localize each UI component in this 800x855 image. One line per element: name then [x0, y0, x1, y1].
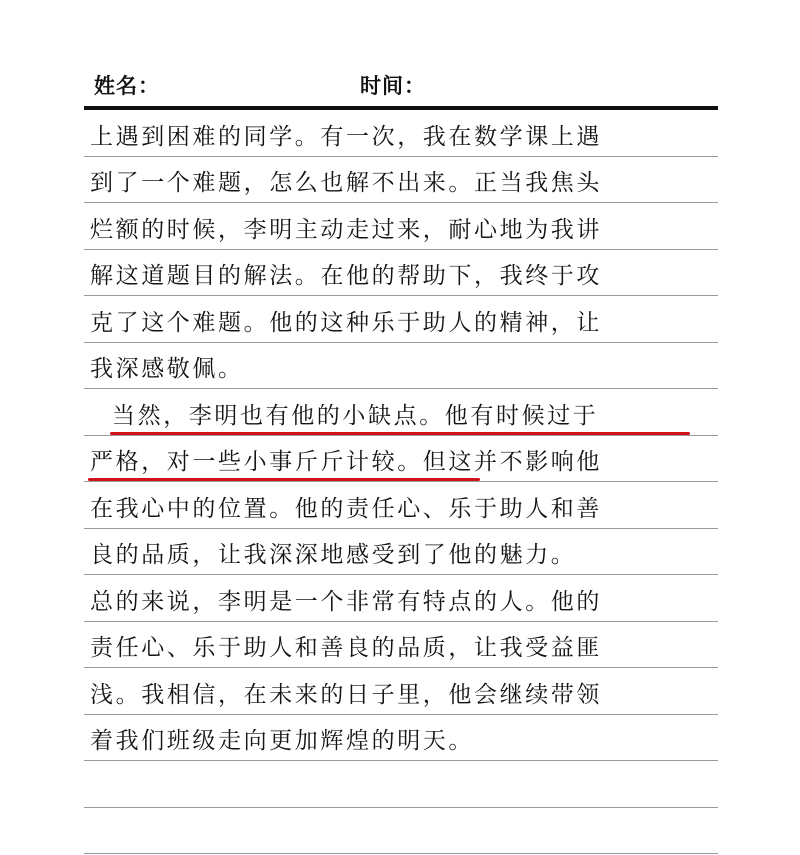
handwritten-line: 我深感敬佩。: [90, 356, 244, 382]
ruled-line: [84, 436, 718, 483]
sheet-header: [84, 66, 718, 102]
ruled-line: [84, 575, 718, 622]
ruled-line: [84, 482, 718, 529]
handwritten-line: 上遇到困难的同学。有一次，我在数学课上遇: [90, 123, 602, 150]
ruled-line: [84, 203, 718, 250]
handwritten-line: 严格，对一些小事斤斤计较。但这并不影响他: [90, 449, 602, 475]
handwritten-line: 在我心中的位置。他的责任心、乐于助人和善: [90, 495, 602, 522]
handwritten-line: 克了这个难题。他的这种乐于助人的精神，让: [90, 309, 602, 336]
time-label: 时间：: [360, 75, 426, 98]
ruled-line: [84, 296, 718, 343]
ruled-line: [84, 622, 718, 669]
ruled-line: [84, 668, 718, 715]
ruled-line: [84, 529, 718, 576]
red-underline-2: [88, 478, 480, 481]
handwritten-line: 总的来说，李明是一个非常有特点的人。他的: [90, 588, 602, 615]
handwritten-line: 良的品质，让我深深地感受到了他的魅力。: [90, 542, 577, 568]
ruled-line: [84, 715, 718, 762]
handwritten-line: 责任心、乐于助人和善良的品质，让我受益匪: [90, 635, 602, 661]
handwritten-line: 到了一个难题，怎么也解不出来。正当我焦头: [90, 170, 602, 196]
handwritten-line: 着我们班级走向更加辉煌的明天。: [90, 728, 474, 754]
handwritten-line: 浅。我相信，在未来的日子里，他会继续带领: [90, 681, 602, 708]
name-label: 姓名：: [94, 75, 160, 98]
red-underline-1: [110, 432, 690, 435]
handwritten-line: 烂额的时候，李明主动走过来，耐心地为我讲: [90, 216, 602, 243]
ruled-line: [84, 761, 718, 808]
ruled-line: [84, 157, 718, 204]
ruled-lines: [84, 110, 718, 854]
handwritten-line: 当然，李明也有他的小缺点。他有时候过于: [112, 402, 599, 429]
ruled-line: [84, 343, 718, 390]
handwritten-line: 解这道题目的解法。在他的帮助下，我终于攻: [90, 263, 602, 289]
ruled-line: [84, 250, 718, 297]
ruled-line: [84, 389, 718, 436]
ruled-line: [84, 110, 718, 157]
ruled-line: [84, 808, 718, 855]
